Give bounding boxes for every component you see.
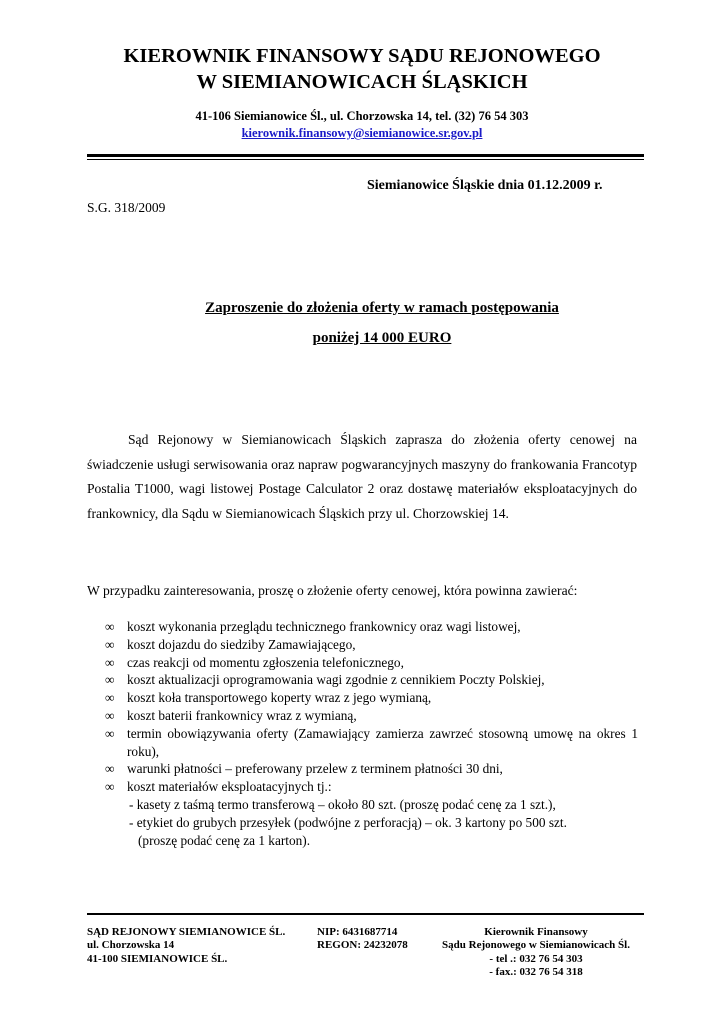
subitem-cassettes: - kasety z taśmą termo transferową – około 80 szt. (proszę podać cenę za 1 szt.),	[129, 796, 556, 812]
footer-divider	[87, 913, 644, 915]
requirements-list	[105, 618, 638, 849]
list-item: ∞ koszt dojazdu do siedziby Zamawiającego,	[105, 636, 356, 652]
infinity-bullet-icon: ∞	[105, 707, 115, 723]
infinity-bullet-icon: ∞	[105, 672, 115, 688]
subject-line1: Zaproszenie do złożenia oferty w ramach postępowania	[205, 300, 559, 316]
list-item: ∞ koszt baterii frankownicy wraz z wymianą,	[105, 707, 357, 723]
infinity-bullet-icon: ∞	[105, 690, 115, 706]
footer-phone: - tel .: 032 76 54 303	[489, 952, 583, 965]
list-item: ∞ warunki płatności – preferowany przelew z terminem płatności 30 dni,	[105, 761, 503, 777]
footer-regon: REGON: 24232078	[317, 939, 408, 951]
invitation-text: Sąd Rejonowy w Siemianowicach Śląskich zaprasza do złożenia oferty cenowej na świadczenie usługi serwisowania oraz napraw pogwarancyjnych maszyny do frankowania Francotyp Postalia T1000, wagi listowej Postage Calculator 2 oraz dostawę materiałów eksploatacyjnych do frankownicy, dla Sądu w Siemianowicach Śląskich przy ul. Chorzowskiej 14.	[87, 432, 637, 521]
list-item: ∞ czas reakcji od momentu zgłoszenia telefonicznego,	[105, 654, 404, 670]
footer-street: ul. Chorzowska 14	[87, 939, 175, 952]
header-title-line1: KIEROWNIK FINANSOWY SĄDU REJONOWEGO	[123, 45, 601, 67]
header-email-line	[0, 126, 724, 141]
header-divider	[87, 154, 644, 157]
header-title-line2: W SIEMIANOWICACH ŚLĄSKICH	[196, 71, 528, 93]
list-item: ∞ koszt materiałów eksploatacyjnych tj.: - kasety z taśmą termo transferową – około 80 szt. (proszę podać cenę za 1 szt.), - etykiet do grubych przesyłek (podwójne z perforacją) – ok. 3 kartony po 500 szt. (proszę podać cenę za 1 karton).	[105, 778, 638, 849]
body-paragraph-2: W przypadku zainteresowania, proszę o złożenie oferty cenowej, która powinna zawierać:	[87, 583, 578, 598]
footer-nip: NIP: 6431687714	[317, 926, 398, 938]
list-item: ∞ termin obowiązywania oferty (Zamawiający zamierza zawrzeć stosowną umowę na okres 1 roku),	[105, 725, 638, 759]
footer-city: 41-100 SIEMIANOWICE ŚL.	[87, 952, 228, 965]
infinity-bullet-icon: ∞	[105, 619, 115, 634]
infinity-bullet-icon: ∞	[105, 761, 115, 777]
list-item: ∞ koszt wykonania przeglądu technicznego frankownicy oraz wagi listowej,	[105, 619, 521, 634]
footer-office-title: Kierownik Finansowy	[484, 926, 588, 938]
header-email-link[interactable]: kierownik.finansowy@siemianowice.sr.gov.pl	[241, 126, 483, 140]
header-divider-thin	[87, 159, 644, 160]
footer-office-court: Sądu Rejonowego w Siemianowicach Śl.	[442, 939, 630, 952]
reference-number: S.G. 318/2009	[87, 200, 166, 215]
subitem-labels-continuation: (proszę podać cenę za 1 karton).	[138, 832, 311, 848]
infinity-bullet-icon: ∞	[105, 725, 115, 741]
subitem-labels: - etykiet do grubych przesyłek (podwójne z perforacją) – ok. 3 kartony po 500 szt.	[129, 814, 567, 830]
header-address: 41-106 Siemianowice Śl., ul. Chorzowska 14, tel. (32) 76 54 303	[195, 109, 529, 123]
footer-fax: - fax.: 032 76 54 318	[489, 966, 583, 979]
footer-right	[428, 926, 644, 980]
footer-court-name: SĄD REJONOWY SIEMIANOWICE ŚL.	[87, 926, 286, 938]
body-paragraph-1	[87, 428, 637, 526]
list-item: ∞ koszt koła transportowego koperty wraz z jego wymianą,	[105, 690, 432, 706]
subject-line2: poniżej 14 000 EURO	[312, 330, 452, 346]
list-item: ∞ koszt aktualizacji oprogramowania wagi zgodnie z cennikiem Poczty Polskiej,	[105, 672, 545, 688]
infinity-bullet-icon: ∞	[105, 654, 115, 670]
infinity-bullet-icon: ∞	[105, 779, 115, 795]
place-date: Siemianowice Śląskie dnia 01.12.2009 r.	[367, 178, 603, 193]
infinity-bullet-icon: ∞	[105, 636, 115, 652]
footer-left	[87, 926, 285, 966]
